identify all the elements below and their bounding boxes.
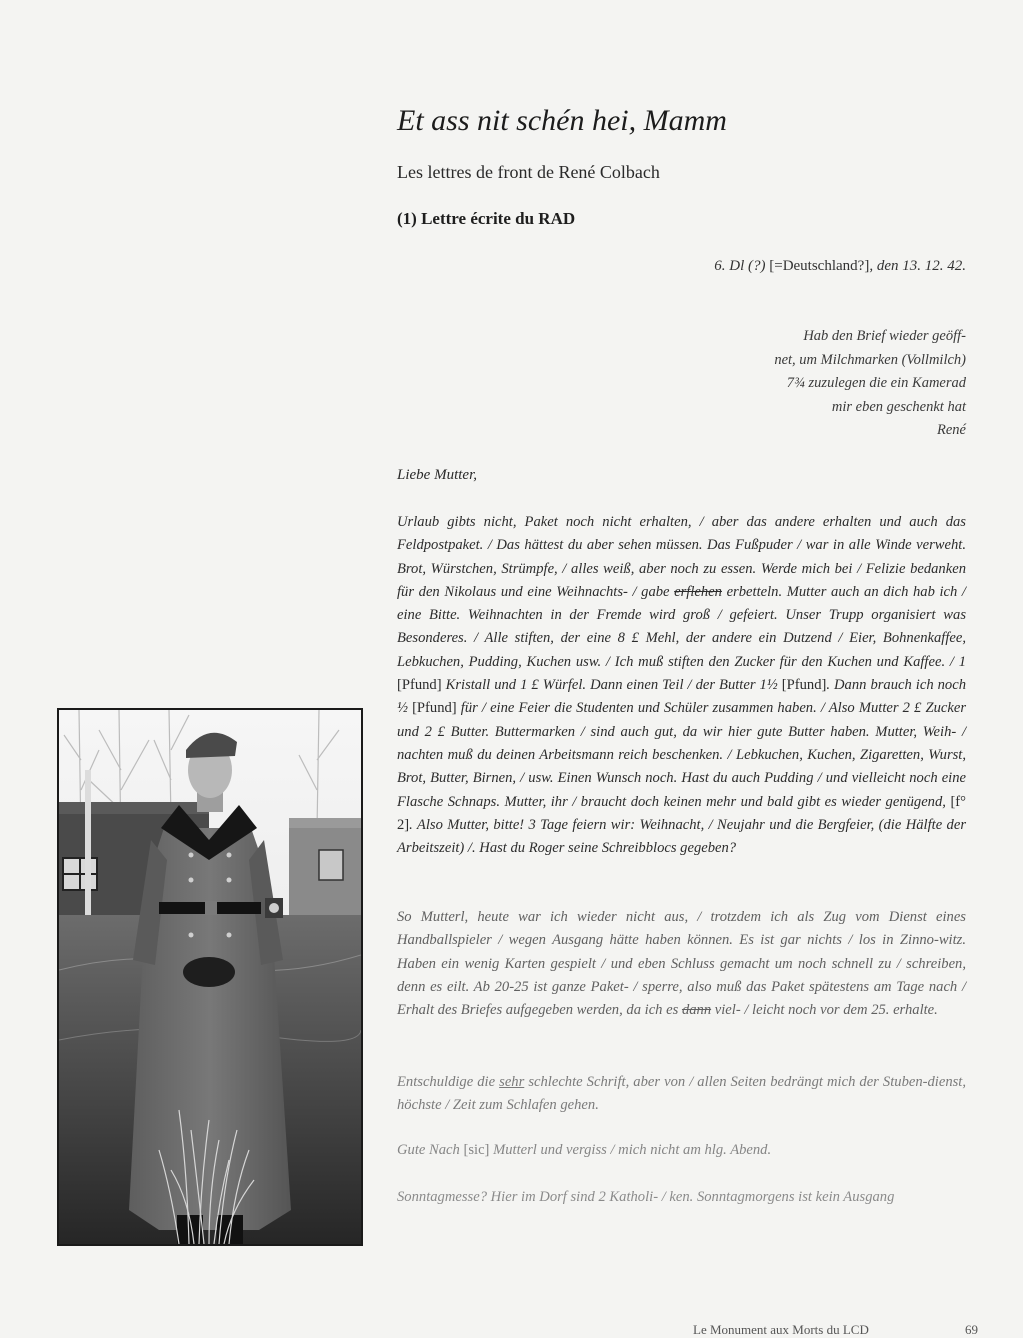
letter-dateline [714, 258, 966, 275]
letter-paragraph-2: So Mutterl, heute war ich wieder nicht aus, / trotzdem ich als Zug vom Dienst eines Handballspieler / wegen Ausgang hätte haben können. Es ist gar nichts / los in Zinno-witz. Haben ein wenig Karten gespielt / und eben Schluss gemacht um noch schnell zu / schreiben, denn es eilt. Ab 20-25 ist ganze Paket- / sperre, also muß das Paket spätestens am Tage nach / Erhalt des Briefes aufgegeben werden, da ich es dann viel- / leicht noch vor dem 25. erhalte. [397, 909, 966, 1019]
article-subtitle: Les lettres de front de René Colbach [397, 162, 660, 182]
letter-paragraph-3: Entschuldige die sehr schlechte Schrift, aber von / allen Seiten bedrängt mich der Stuben-dienst, höchste / Zeit zum Schlafen gehen. [397, 1074, 967, 1114]
struck-word: dann [681, 1002, 712, 1019]
postscript-line: 7¾ zuzulegen die ein Kamerad [786, 375, 966, 391]
section-heading: (1) Lettre écrite du RAD [397, 209, 576, 228]
letter-paragraph-4: Gute Nach [sic] Mutterl und vergiss / mich nicht am hlg. Abend. [397, 1142, 772, 1158]
postscript-line: Hab den Brief wieder geöff- [803, 328, 966, 344]
letter-paragraph-5: Sonntagmesse? Hier im Dorf sind 2 Katholi- / ken. Sonntagmorgens ist kein Ausgang [397, 1189, 895, 1205]
article-title: Et ass nit schén hei, Mamm [397, 104, 727, 137]
postscript-block [774, 325, 966, 443]
postscript-line: net, um Milchmarken (Vollmilch) [774, 351, 966, 368]
running-footer: Le Monument aux Morts du LCD [693, 1322, 869, 1337]
portrait-photo [57, 708, 363, 1246]
postscript-line: mir eben geschenkt hat [831, 398, 966, 415]
letter-salutation: Liebe Mutter, [397, 467, 477, 483]
dateline-date: , den 13. 12. 42. [869, 258, 966, 274]
underlined-word: sehr [499, 1074, 525, 1090]
dateline-editorial-note: [=Deutschland?] [769, 258, 870, 274]
postscript-signature: René [937, 422, 966, 438]
letter-paragraph-1: Urlaub gibts nicht, Paket noch nicht erhalten, / aber das andere erhalten und auch das Feldpostpaket. / Das hättest du aber sehen müssen. Das Fußpuder / war in alle Winde verweht. Brot, Würstchen, Strümpfe, / alles weiß, aber noch zu essen. Werde mich bei / Felizie bedanken für den Nikolaus und eine Weihnachts- / gabe erflehen erbetteln. Mutter auch an dich hab ich / eine Bitte. Weihnachten in der Fremde wird groß / gefeiert. Unser Trupp organisiert was Besonderes. / Alle stiften, der eine 8 £ Mehl, der andere ein Dutzend / Eier, Bohnenkaffee, Lebkuchen, Pudding, Kuchen usw. / Ich muß stiften den Zucker für den Kuchen und Kaffee. / 1 [Pfund] Kristall und 1 £ Würfel. Dann einen Teil / der Butter 1½ [Pfund]. Dann brauch ich noch ½ [Pfund] für / eine Feier die Studenten und Schüler zusammen haben. / Also Mutter 2 £ Zucker und 2 £ Butter. Buttermarken / sind auch gut, da wir hier gute Butter haben. Mutter, Weih- / nachten muß du deinen Arbeitsmann reich beschenken. / Lebkuchen, Kuchen, Zigaretten, Wurst, Brot, Butter, Birnen, / usw. Einen Wunsch noch. Hast du auch Pudding / und vielleicht noch eine Flasche Schnaps. Mutter, ihr / braucht doch keinen mehr und bald gibt es wieder genügend, [f° 2]. Also Mutter, bitte! 3 Tage feiern wir: Weihnacht, / Neujahr und die Bergfeier, (die Hälfte der Arbeitszeit) /. Hast du Roger seine Schreibblocs gegeben? [397, 514, 967, 857]
struck-word: erflehen [674, 583, 722, 600]
page-number: 69 [965, 1322, 978, 1337]
dateline-place: 6. Dl (?) [714, 258, 770, 274]
